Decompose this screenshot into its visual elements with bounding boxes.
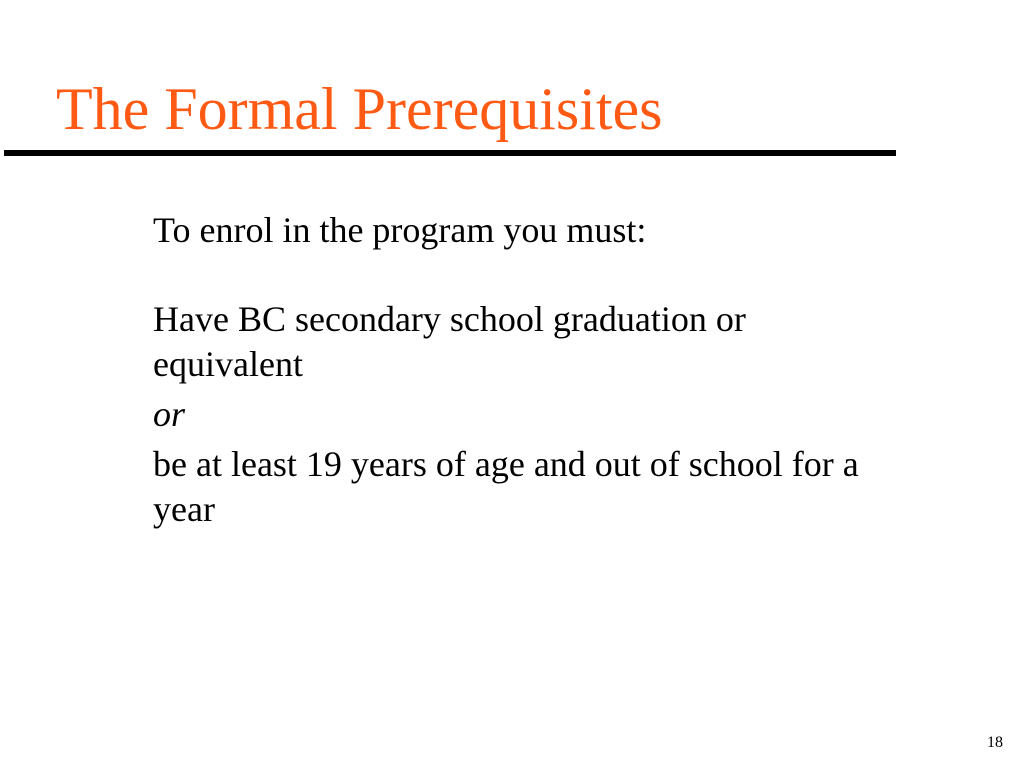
requirement-graduation: Have BC secondary school graduation or equivalent — [153, 299, 746, 384]
slide-title: The Formal Prerequisites — [56, 76, 663, 142]
intro-text: To enrol in the program you must: — [153, 210, 647, 250]
or-connector: or — [153, 394, 186, 434]
slide-number: 18 — [987, 734, 1003, 751]
slide-body — [153, 208, 893, 532]
requirement-age: be at least 19 years of age and out of school for a year — [153, 444, 859, 529]
title-underline-rule — [4, 150, 896, 156]
